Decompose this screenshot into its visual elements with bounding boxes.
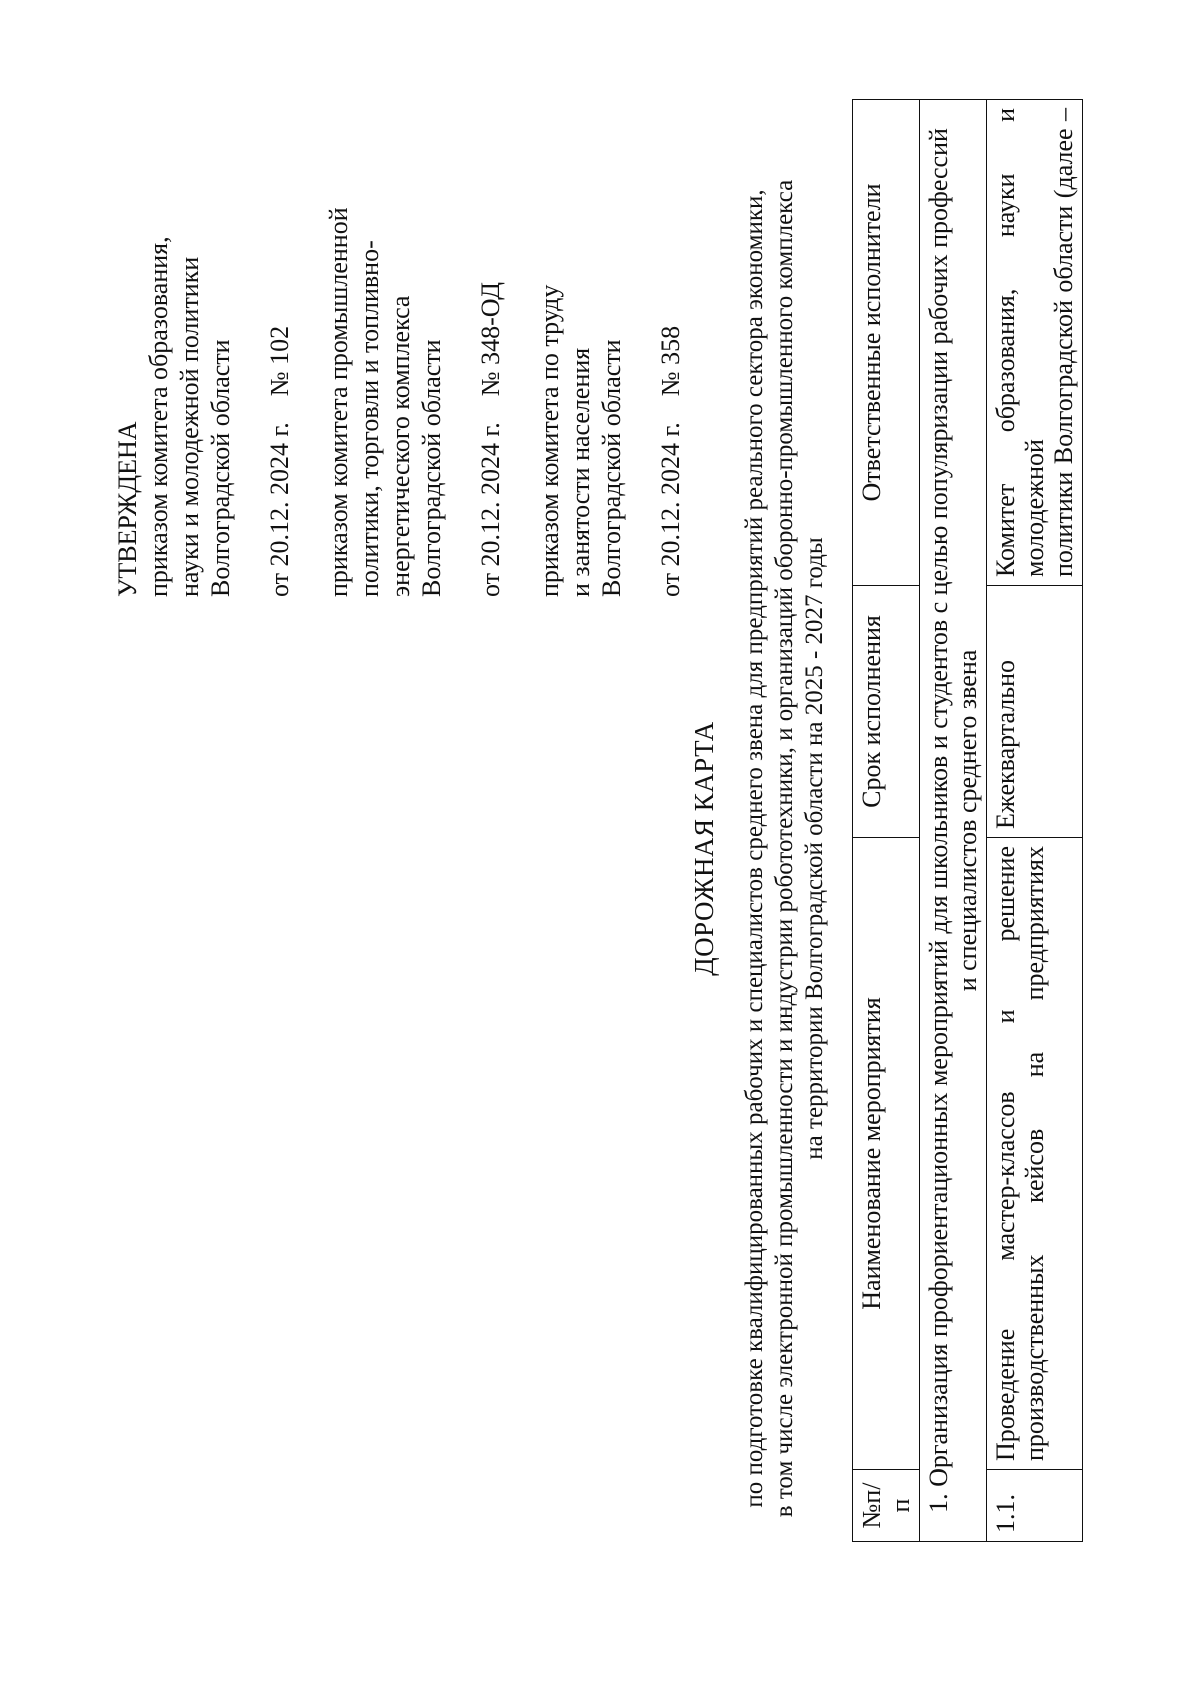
subtitle-line: в том числе электронной промышленности и индустрии робототехники, и организаций оборонно-промышленного комплекса [771,179,798,1518]
order1-number: № 102 [265,325,294,397]
order1-line: приказом комитета образования, [144,236,173,597]
row-responsible [987,100,1083,586]
order3-line: Волгоградской области [597,339,626,597]
order1-line: Волгоградской области [206,339,235,597]
order2-line: приказом комитета промышленной [324,207,353,597]
row-name-line: Проведение мастер-классов и решение [991,846,1020,1461]
row-responsible-line: Комитет образования, науки и молодежной [991,108,1049,577]
header-deadline: Срок исполнения [853,586,920,838]
order3-date-number [655,77,686,597]
order1-line: науки и молодежной политики [175,256,204,597]
approval-heading: УТВЕРЖДЕНА [113,421,142,597]
header-name: Наименование мероприятия [853,838,920,1470]
order2-line: энергетического комплекса [386,295,415,597]
table-row [987,100,1083,1542]
order3-date: от 20.12. 2024 г. [656,422,685,597]
order1-date: от 20.12. 2024 г. [265,422,294,597]
header-responsible: Ответственные исполнители [853,100,920,586]
roadmap-table [852,99,1083,1542]
document-subtitle [740,60,830,1637]
section-title-line: 1. Организация профориентационных мероприятий для школьников и студентов с целью популяризации рабочих профессий [924,128,953,1513]
section-title [920,100,987,1542]
order2-line: политики, торговли и топливно- [355,240,384,597]
header-num: №п/п [853,1470,920,1542]
section-row [920,100,987,1542]
row-name-line: производственных кейсов на предприятиях [1020,846,1049,1461]
section-title-line: и специалистов среднего звена [953,649,982,992]
row-responsible-line: политики Волгоградской области (далее – [1049,108,1078,577]
order3-line: приказом комитета по труду [535,284,564,597]
document-title: ДОРОЖНАЯ КАРТА [689,721,719,976]
row-name [987,838,1083,1470]
row-deadline: Ежеквартально [987,586,1083,838]
order2-number: № 348-ОД [476,282,505,397]
order2-date-number [475,77,506,597]
row-number: 1.1. [987,1470,1083,1542]
order2-line: Волгоградской области [417,339,446,597]
order2-date: от 20.12. 2024 г. [476,422,505,597]
table-header-row [853,100,920,1542]
order3-line: и занятости населения [566,347,595,597]
approval-block [112,77,686,597]
subtitle-line: на территории Волгоградской области на 2025 - 2027 годы [801,537,828,1160]
order1-date-number [264,77,295,597]
order3-number: № 358 [656,325,685,397]
subtitle-line: по подготовке квалифицированных рабочих и специалистов среднего звена для предприятий реального сектора экономики, [741,189,768,1508]
